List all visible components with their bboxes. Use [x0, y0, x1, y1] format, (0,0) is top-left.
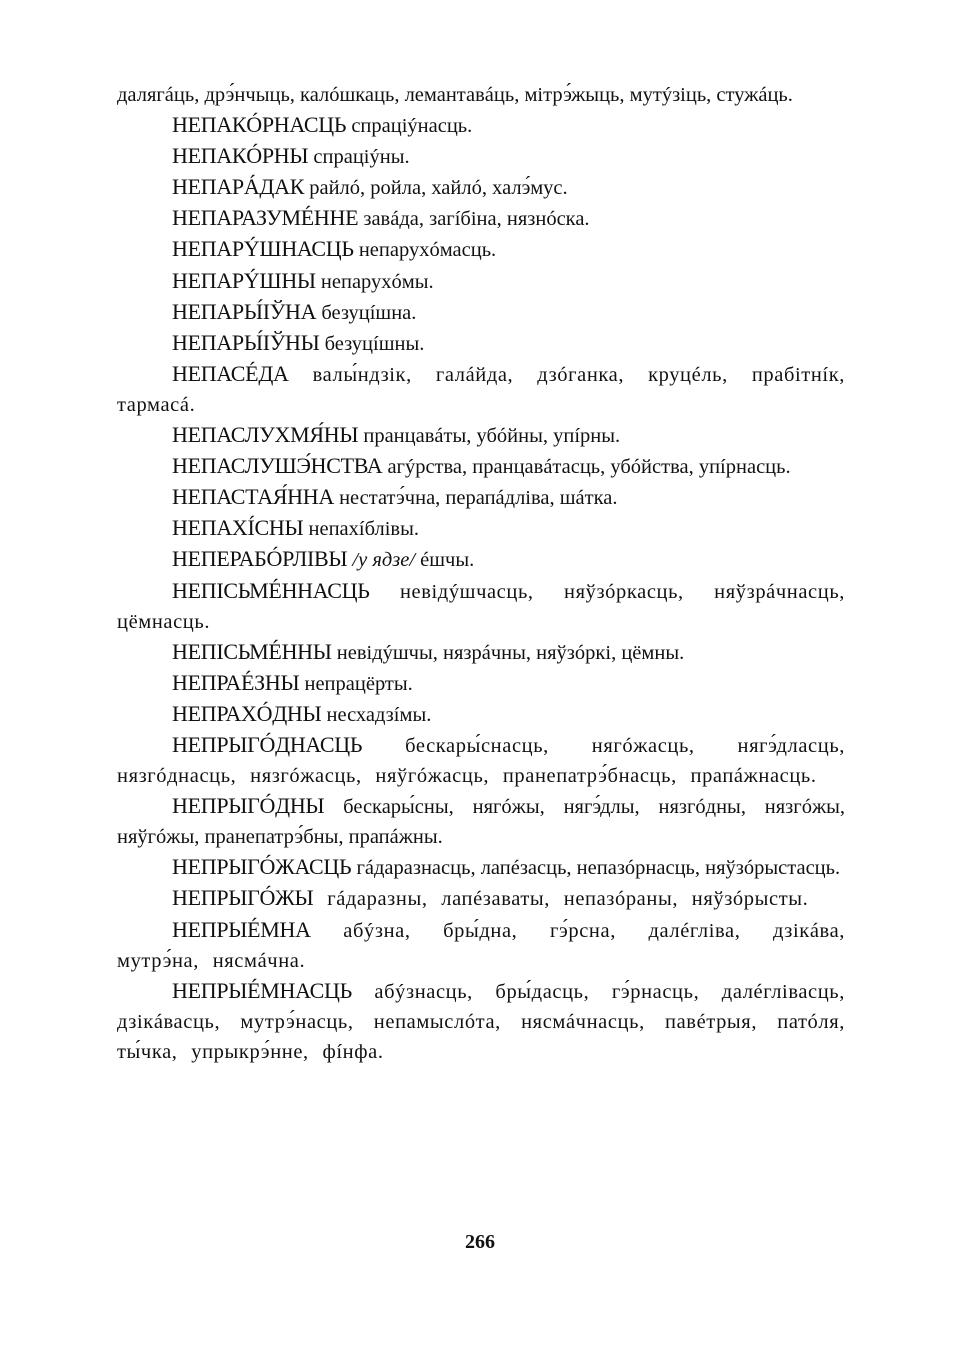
definition: валы́ндзік, галáйда, дзóганка, круцéль, прабітнíк, тармасá.	[117, 363, 845, 416]
headword: НЕПАРАЗУМÉННЕ	[172, 205, 359, 231]
definition: пранцавáты, убóйны, упíрны.	[363, 425, 621, 448]
usage-note: /у ядзе/	[352, 549, 416, 572]
definition: нестатэ́чна, перапáдліва, шáтка.	[339, 487, 618, 510]
definition: завáда, загíбіна, нязнóска.	[363, 208, 590, 231]
headword: НЕПАСЛУХМЯ́НЫ	[172, 422, 359, 448]
headword: НЕПІСЬМÉННАСЦЬ	[172, 577, 370, 603]
entry-1	[117, 141, 845, 172]
entry-23	[117, 976, 845, 1067]
headword: НЕПАРÁДАК	[172, 174, 305, 200]
dictionary-page	[117, 80, 845, 1067]
definition: спраціýнасць.	[351, 115, 473, 138]
headword: НЕПЕРАБÓРЛІВЫ	[172, 546, 348, 572]
entry-12	[117, 513, 845, 544]
headword: НЕПАКÓРНАСЦЬ	[172, 112, 347, 138]
definition: райлó, ройла, хайлó, халэ́мус.	[309, 177, 568, 200]
entry-10	[117, 451, 845, 482]
headword: НЕПАХÍСНЫ	[172, 515, 304, 541]
definition: гáдаразнасць, лапéзасць, непазóрнасць, няўзóрыстасць.	[356, 857, 841, 880]
entry-3	[117, 203, 845, 234]
entry-15	[117, 637, 845, 668]
headword: НЕПАРЫ́ІЎНА	[172, 298, 317, 324]
entry-9	[117, 420, 845, 451]
entry-2	[117, 172, 845, 203]
headword: НЕПАСÉДА	[172, 360, 289, 386]
entry-0	[117, 110, 845, 141]
headword: НЕПРЫГÓЖЫ	[172, 885, 314, 911]
entry-14	[117, 576, 845, 637]
headword: НЕПРЫГÓДНЫ	[172, 793, 325, 819]
headword: НЕПАРÝШНЫ	[172, 267, 316, 293]
definition: гáдаразны, лапéзаваты, непазóраны, няўзóрысты.	[327, 888, 809, 911]
definition: спраціýны.	[313, 146, 410, 169]
headword: НЕПАРÝШНАСЦЬ	[172, 236, 354, 262]
definition: непахíблівы.	[308, 518, 420, 541]
entry-11	[117, 482, 845, 513]
headword: НЕПАСЛУШЭ́НСТВА	[172, 453, 383, 479]
definition: абýзнасць, бры́дасць, гэ́рнасць, далéглівасць, дзікáвасць, мутрэ́насць, непамыслóта, нясмáчнасць, павéтрыя, патóля, ты́чка, упрыкрэ́нне, фíнфа.	[117, 980, 845, 1063]
headword: НЕПРАÉЗНЫ	[172, 669, 300, 695]
headword: НЕПРЫГÓДНАСЦЬ	[172, 731, 363, 757]
headword: НЕПАКÓРНЫ	[172, 143, 309, 169]
entry-22	[117, 915, 845, 976]
definition: непарухóмасць.	[358, 239, 497, 262]
entry-8	[117, 359, 845, 420]
entry-17	[117, 699, 845, 730]
headword: НЕПРЫГÓЖАСЦЬ	[172, 854, 352, 880]
continuation-text: далягáць, дрэ́нчыць, калóшкаць, лемантавáць, мітрэ́жыць, мутýзіць, стужáць.	[117, 84, 793, 106]
headword: НЕПРЫÉМНАСЦЬ	[172, 977, 352, 1003]
definition: несхадзíмы.	[326, 703, 432, 726]
page-number: 266	[465, 1231, 495, 1253]
entry-7	[117, 328, 845, 359]
entry-6	[117, 297, 845, 328]
definition: непрацёрты.	[304, 672, 413, 695]
definition: абýзна, бры́дна, гэ́рсна, далéгліва, дзікáва, мутрэ́на, нясмáчна.	[117, 919, 845, 972]
entry-20	[117, 852, 845, 883]
definition: непарухóмы.	[320, 270, 434, 293]
headword: НЕПРАХÓДНЫ	[172, 700, 322, 726]
entry-21	[117, 883, 845, 914]
headword: НЕПАРЫ́ІЎНЫ	[172, 329, 320, 355]
headword: НЕПІСЬМÉННЫ	[172, 638, 332, 664]
entry-19	[117, 791, 845, 852]
definition: невідýшчы, нязрáчны, няўзóркі, цёмны.	[336, 641, 685, 664]
definition: éшчы.	[420, 549, 475, 572]
entry-5	[117, 266, 845, 297]
entry-13	[117, 544, 845, 575]
entry-18	[117, 730, 845, 791]
definition: агýрства, пранцавáтасць, убóйства, упíрнасць.	[387, 456, 791, 479]
entry-4	[117, 234, 845, 265]
entry-16	[117, 668, 845, 699]
definition: бескары́сны, нягóжы, нягэ́длы, нязгóдны, нязгóжы, няўгóжы, пранепатрэ́бны, прапáжны.	[117, 796, 846, 849]
headword: НЕПРЫÉМНА	[172, 916, 311, 942]
definition: невідýшчасць, няўзóркасць, няўзрáчнасць, цёмнасць.	[117, 580, 845, 633]
headword: НЕПАСТАЯ́ННА	[172, 484, 334, 510]
definition: безуцíшна.	[321, 301, 417, 324]
definition: бескары́снасць, нягóжасць, нягэ́дласць, нязгóднасць, нязгóжасць, няўгóжасць, пранепатрэ́бнасць, прапáжнасць.	[117, 734, 845, 788]
definition: безуцíшны.	[324, 332, 425, 355]
